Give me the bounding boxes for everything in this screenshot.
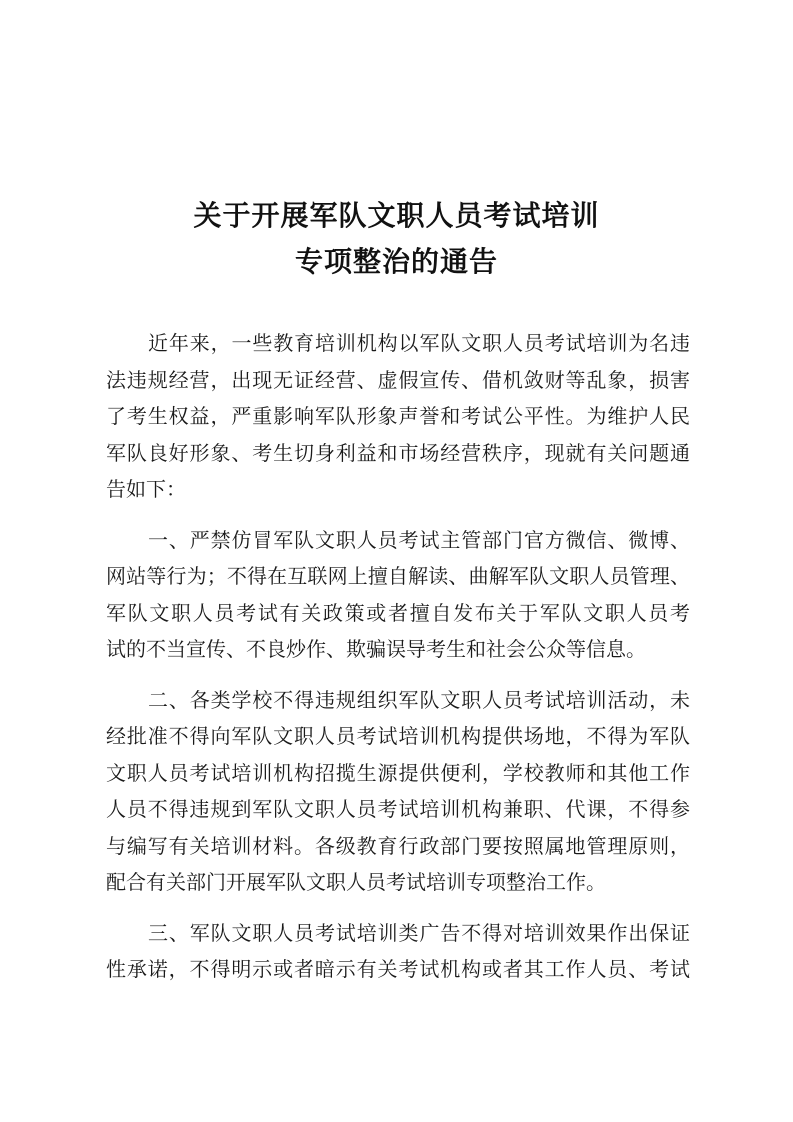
- paragraph-intro: [106, 325, 690, 508]
- text-line: 一、严禁仿冒军队文职人员考试主管部门官方微信、微博、: [148, 527, 690, 552]
- text-line: 近年来，一些教育培训机构以军队文职人员考试培训为名违: [148, 331, 690, 355]
- text-line: 二、各类学校不得违规组织军队文职人员考试培训活动，未: [148, 687, 690, 712]
- text-line: 配合有关部门开展军队文职人员考试培训专项整治工作。: [106, 870, 606, 894]
- text-line: 人员不得违规到军队文职人员考试培训机构兼职、代课，不得参: [106, 797, 690, 821]
- text-line: 网站等行为；不得在互联网上擅自解读、曲解军队文职人员管理、: [106, 564, 690, 588]
- text-line: 试的不当宣传、不良炒作、欺骗误导考生和社会公众等信息。: [106, 637, 646, 661]
- title-line-1: 关于开展军队文职人员考试培训: [193, 199, 600, 232]
- text-line: 了考生权益，严重影响军队形象声誉和考试公平性。为维护人民: [106, 404, 690, 428]
- notice-body: [106, 325, 690, 1002]
- title-line-2: 专项整治的通告: [294, 245, 498, 278]
- text-line: 法违规经营，出现无证经营、虚假宣传、借机敛财等乱象，损害: [106, 367, 690, 392]
- text-line: 经批准不得向军队文职人员考试培训机构提供场地，不得为军队: [106, 724, 690, 748]
- text-line: 性承诺，不得明示或者暗示有关考试机构或者其工作人员、考试: [106, 957, 690, 981]
- text-line: 文职人员考试培训机构招揽生源提供便利，学校教师和其他工作: [106, 760, 690, 785]
- text-line: 与编写有关培训材料。各级教育行政部门要按照属地管理原则，: [106, 833, 690, 858]
- text-line: 军队文职人员考试有关政策或者擅自发布关于军队文职人员考: [106, 600, 690, 625]
- paragraph-item-3: [106, 915, 690, 988]
- text-line: 三、军队文职人员考试培训类广告不得对培训效果作出保证: [148, 920, 690, 945]
- paragraph-item-1: [106, 522, 690, 668]
- page-title: [0, 193, 793, 285]
- text-line: 军队良好形象、考生切身利益和市场经营秩序，现就有关问题通: [106, 440, 690, 465]
- text-line: 告如下：: [106, 477, 186, 501]
- paragraph-item-2: [106, 682, 690, 901]
